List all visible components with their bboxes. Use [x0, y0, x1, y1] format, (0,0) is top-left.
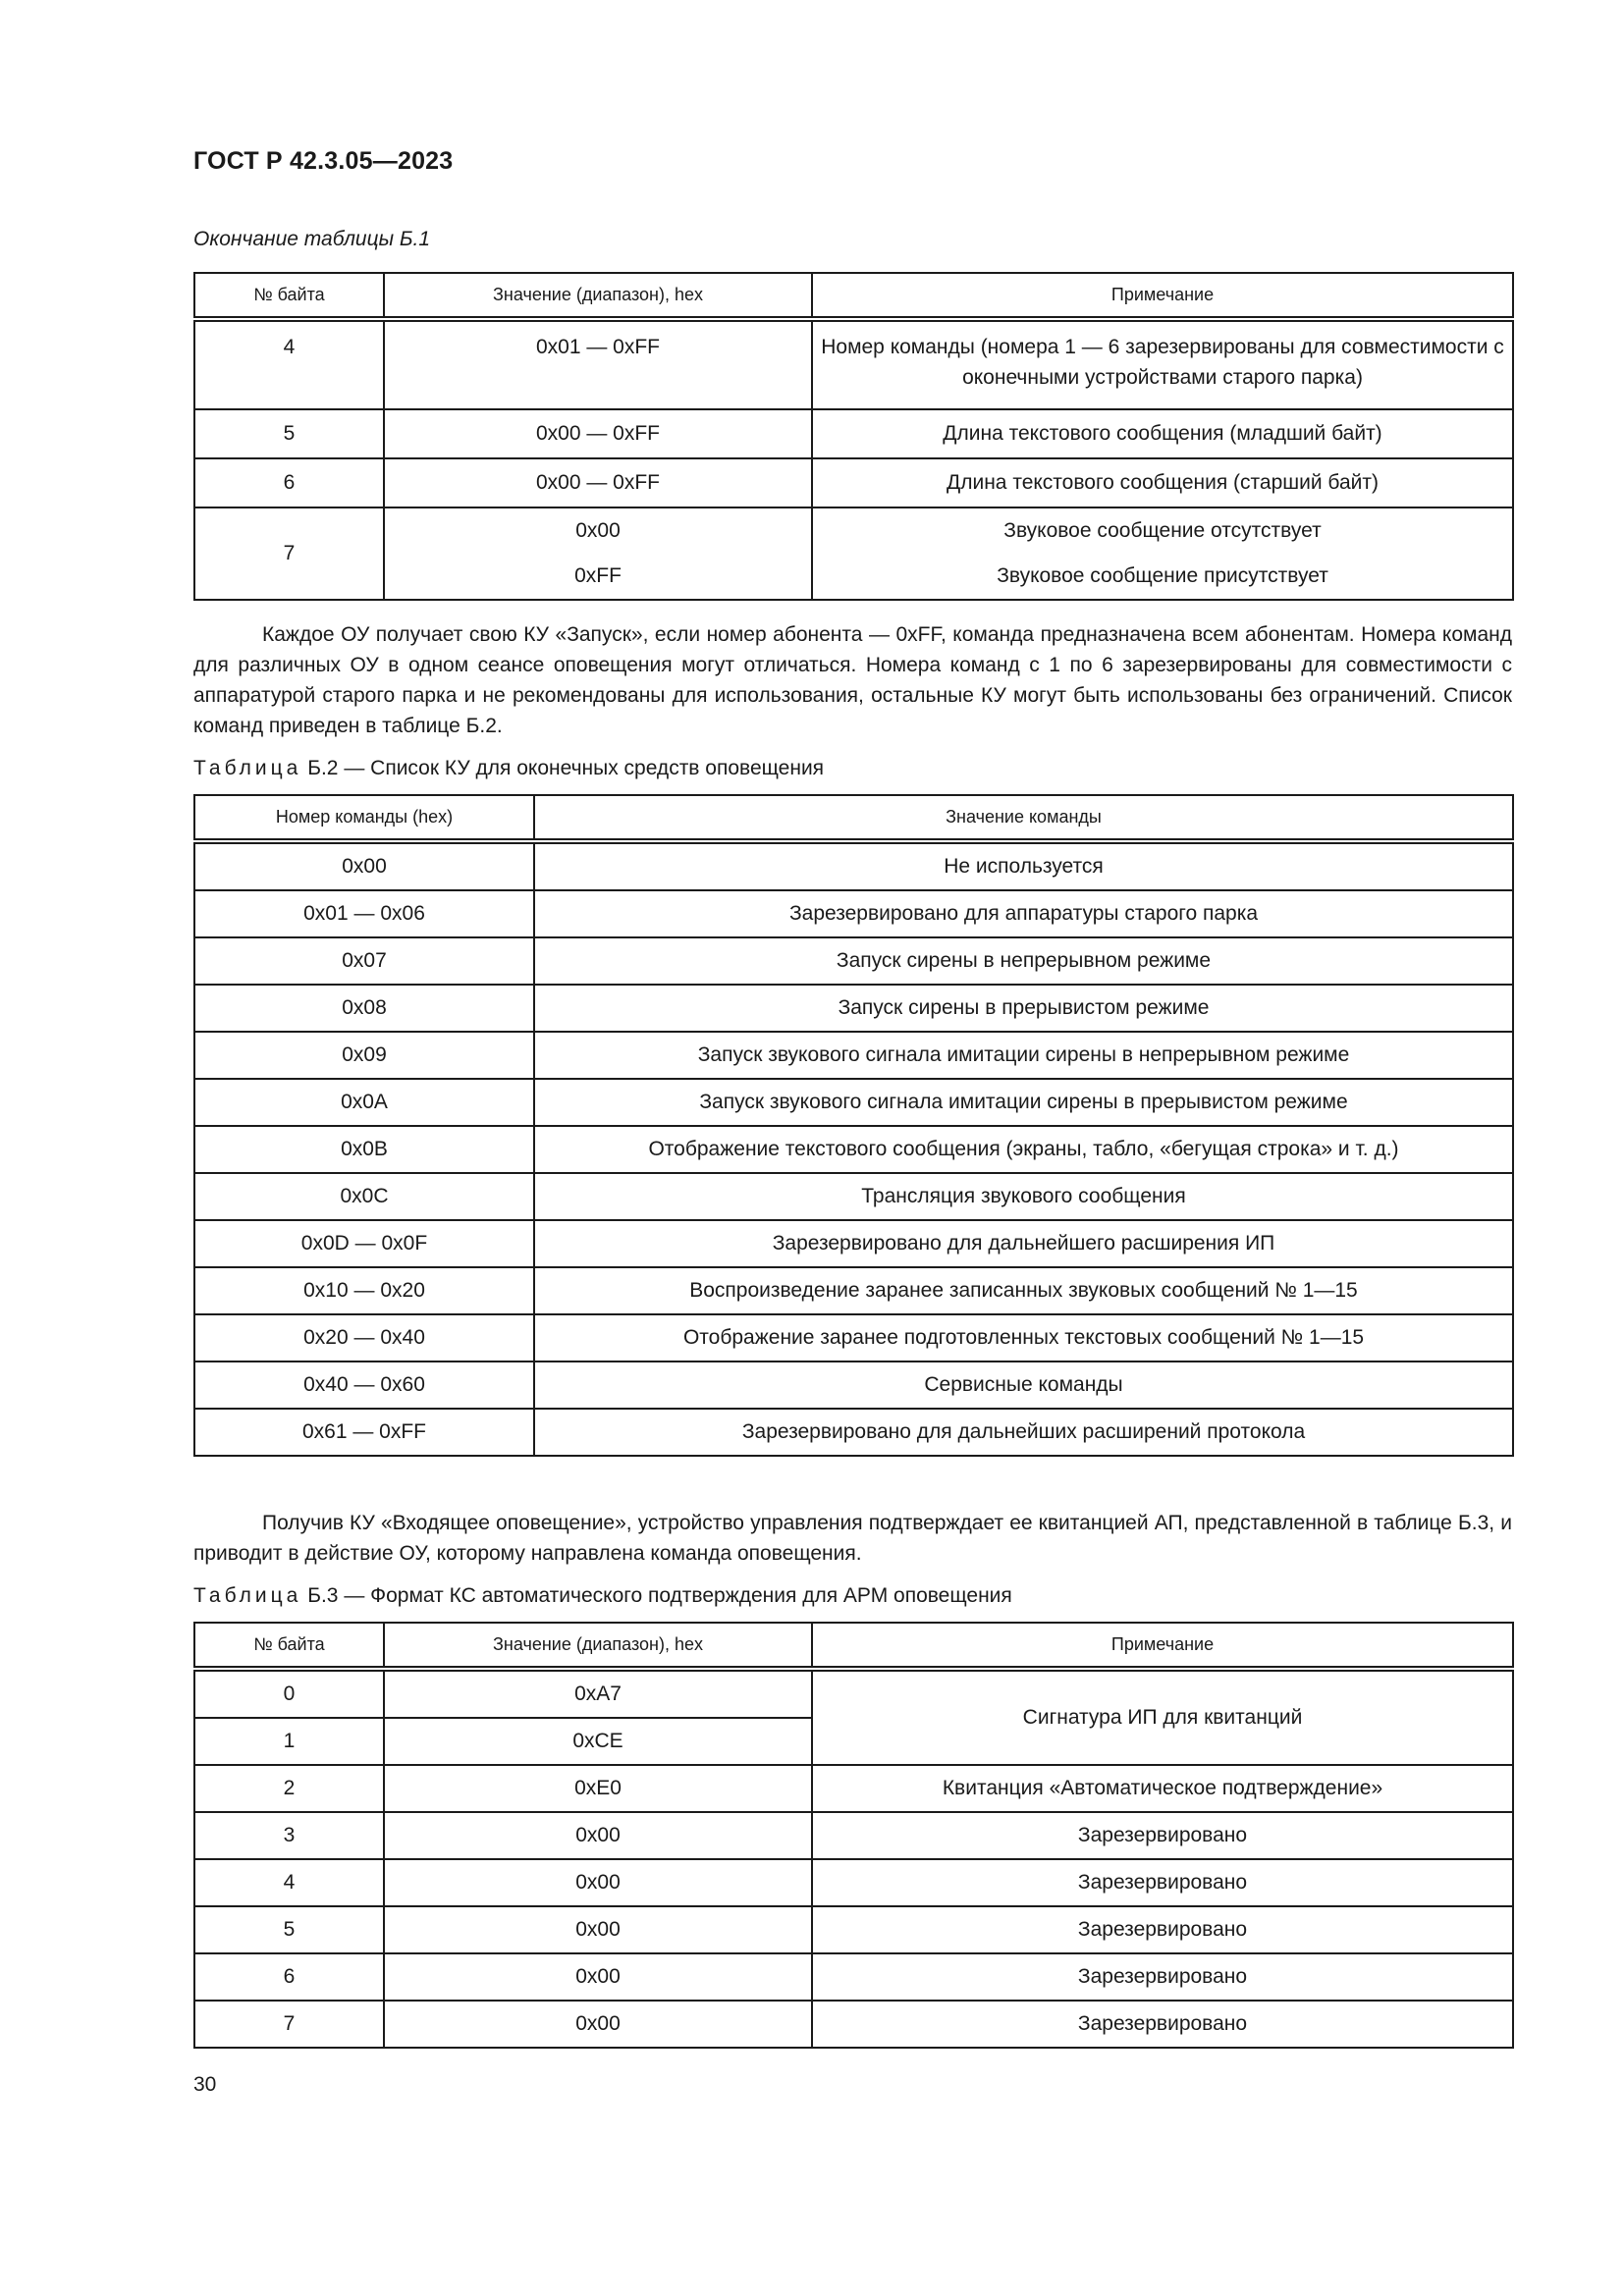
meaning-cell: Не используется — [534, 841, 1513, 890]
caption-prefix: Таблица — [193, 757, 302, 779]
code-cell: 0x0D — 0x0F — [194, 1220, 534, 1267]
code-cell: 0x07 — [194, 937, 534, 985]
paragraph-text: Получив КУ «Входящее оповещение», устройство управления подтверждает ее квитанцией АП, представленной в таблице Б.3, и приводит в действие ОУ, которому направлена команда оповещения. — [193, 1512, 1512, 1565]
byte-cell: 7 — [194, 507, 384, 600]
code-cell: 0x01 — 0x06 — [194, 890, 534, 937]
value-cell: 0x00 — 0xFF — [384, 409, 812, 458]
meaning-cell: Трансляция звукового сообщения — [534, 1173, 1513, 1220]
table-row — [194, 1953, 1513, 2001]
note-cell: Сигнатура ИП для квитанций — [812, 1669, 1513, 1765]
table-row — [194, 1812, 1513, 1859]
byte-cell: 5 — [194, 409, 384, 458]
table-row — [194, 507, 1513, 554]
column-header: Значение (диапазон), hex — [384, 273, 812, 319]
table-b3-ack-format — [193, 1622, 1514, 2049]
value-cell: 0x00 — [384, 2001, 812, 2048]
table-row — [194, 841, 1513, 890]
table-row — [194, 1126, 1513, 1173]
code-cell: 0x00 — [194, 841, 534, 890]
table-header-row — [194, 273, 1513, 319]
code-cell: 0x61 — 0xFF — [194, 1409, 534, 1456]
code-cell: 0x08 — [194, 985, 534, 1032]
caption-text: Б.2 — Список КУ для оконечных средств оповещения — [307, 757, 825, 779]
byte-cell: 1 — [194, 1718, 384, 1765]
paragraph-commands — [193, 619, 1512, 741]
table-row — [194, 554, 1513, 600]
table-row — [194, 1859, 1513, 1906]
meaning-cell: Зарезервировано для дальнейших расширений протокола — [534, 1409, 1513, 1456]
table-row — [194, 1409, 1513, 1456]
column-header: Примечание — [812, 273, 1513, 319]
value-cell: 0x00 — [384, 1906, 812, 1953]
code-cell: 0x09 — [194, 1032, 534, 1079]
value-cell: 0xFF — [384, 554, 812, 600]
byte-cell: 6 — [194, 458, 384, 507]
note-cell: Длина текстового сообщения (младший байт) — [812, 409, 1513, 458]
document-code: ГОСТ Р 42.3.05—2023 — [193, 147, 454, 175]
value-cell: 0xE0 — [384, 1765, 812, 1812]
value-cell: 0x00 — [384, 1953, 812, 2001]
note-cell: Зарезервировано — [812, 1953, 1513, 2001]
table-row — [194, 1032, 1513, 1079]
meaning-cell: Отображение заранее подготовленных текстовых сообщений № 1—15 — [534, 1314, 1513, 1362]
value-cell: 0x00 — 0xFF — [384, 458, 812, 507]
note-cell: Звуковое сообщение отсутствует — [812, 507, 1513, 554]
caption-prefix: Таблица — [193, 1584, 302, 1607]
code-cell: 0x20 — 0x40 — [194, 1314, 534, 1362]
table-row — [194, 2001, 1513, 2048]
table3-caption — [193, 1584, 1012, 1608]
table-row — [194, 890, 1513, 937]
byte-cell: 5 — [194, 1906, 384, 1953]
meaning-cell: Отображение текстового сообщения (экраны, табло, «бегущая строка» и т. д.) — [534, 1126, 1513, 1173]
table-b1-continuation — [193, 272, 1514, 601]
value-cell: 0xA7 — [384, 1669, 812, 1718]
value-cell: 0x00 — [384, 507, 812, 554]
table-row — [194, 1314, 1513, 1362]
table-row — [194, 1669, 1513, 1718]
column-header: Значение команды — [534, 795, 1513, 841]
meaning-cell: Запуск звукового сигнала имитации сирены в прерывистом режиме — [534, 1079, 1513, 1126]
table-row — [194, 409, 1513, 458]
note-cell: Зарезервировано — [812, 1906, 1513, 1953]
code-cell: 0x10 — 0x20 — [194, 1267, 534, 1314]
table-row — [194, 319, 1513, 409]
table-header-row — [194, 1623, 1513, 1669]
value-cell: 0xCE — [384, 1718, 812, 1765]
note-cell: Номер команды (номера 1 — 6 зарезервированы для совместимости с оконечными устройствами старого парка) — [812, 319, 1513, 409]
table1-caption: Окончание таблицы Б.1 — [193, 228, 431, 250]
byte-cell: 4 — [194, 319, 384, 409]
table-row — [194, 1220, 1513, 1267]
column-header: Номер команды (hex) — [194, 795, 534, 841]
note-cell: Зарезервировано — [812, 1859, 1513, 1906]
table-row — [194, 458, 1513, 507]
table-row — [194, 1079, 1513, 1126]
paragraph-acknowledgement — [193, 1508, 1512, 1569]
meaning-cell: Зарезервировано для аппаратуры старого парка — [534, 890, 1513, 937]
byte-cell: 0 — [194, 1669, 384, 1718]
table-header-row — [194, 795, 1513, 841]
byte-cell: 7 — [194, 2001, 384, 2048]
paragraph-text: Каждое ОУ получает свою КУ «Запуск», если номер абонента — 0xFF, команда предназначена всем абонентам. Номера команд для различных ОУ в одном сеансе оповещения могут отличаться. Номера команд с 1 по 6 зарезервированы для совместимости с аппаратурой старого парка и не рекомендованы для использования, остальные КУ могут быть использованы без ограничений. Список команд приведен в таблице Б.2. — [193, 623, 1512, 737]
page-number: 30 — [193, 2073, 217, 2096]
table-b2-command-list — [193, 794, 1514, 1457]
byte-cell: 6 — [194, 1953, 384, 2001]
code-cell: 0x0B — [194, 1126, 534, 1173]
byte-cell: 3 — [194, 1812, 384, 1859]
meaning-cell: Сервисные команды — [534, 1362, 1513, 1409]
note-cell: Звуковое сообщение присутствует — [812, 554, 1513, 600]
table-row — [194, 1173, 1513, 1220]
column-header: № байта — [194, 273, 384, 319]
caption-text: Б.3 — Формат КС автоматического подтверждения для АРМ оповещения — [307, 1584, 1012, 1607]
code-cell: 0x0A — [194, 1079, 534, 1126]
meaning-cell: Запуск сирены в непрерывном режиме — [534, 937, 1513, 985]
note-cell: Зарезервировано — [812, 1812, 1513, 1859]
value-cell: 0x00 — [384, 1859, 812, 1906]
meaning-cell: Запуск звукового сигнала имитации сирены в непрерывном режиме — [534, 1032, 1513, 1079]
meaning-cell: Воспроизведение заранее записанных звуковых сообщений № 1—15 — [534, 1267, 1513, 1314]
note-cell: Зарезервировано — [812, 2001, 1513, 2048]
table-row — [194, 937, 1513, 985]
value-cell: 0x00 — [384, 1812, 812, 1859]
column-header: Значение (диапазон), hex — [384, 1623, 812, 1669]
byte-cell: 4 — [194, 1859, 384, 1906]
note-cell: Длина текстового сообщения (старший байт) — [812, 458, 1513, 507]
table-row — [194, 1267, 1513, 1314]
column-header: Примечание — [812, 1623, 1513, 1669]
table2-caption — [193, 757, 824, 780]
table-row — [194, 1362, 1513, 1409]
table-row — [194, 1765, 1513, 1812]
byte-cell: 2 — [194, 1765, 384, 1812]
code-cell: 0x40 — 0x60 — [194, 1362, 534, 1409]
table-row — [194, 985, 1513, 1032]
meaning-cell: Запуск сирены в прерывистом режиме — [534, 985, 1513, 1032]
code-cell: 0x0C — [194, 1173, 534, 1220]
value-cell: 0x01 — 0xFF — [384, 319, 812, 409]
column-header: № байта — [194, 1623, 384, 1669]
table-row — [194, 1906, 1513, 1953]
note-cell: Квитанция «Автоматическое подтверждение» — [812, 1765, 1513, 1812]
meaning-cell: Зарезервировано для дальнейшего расширения ИП — [534, 1220, 1513, 1267]
